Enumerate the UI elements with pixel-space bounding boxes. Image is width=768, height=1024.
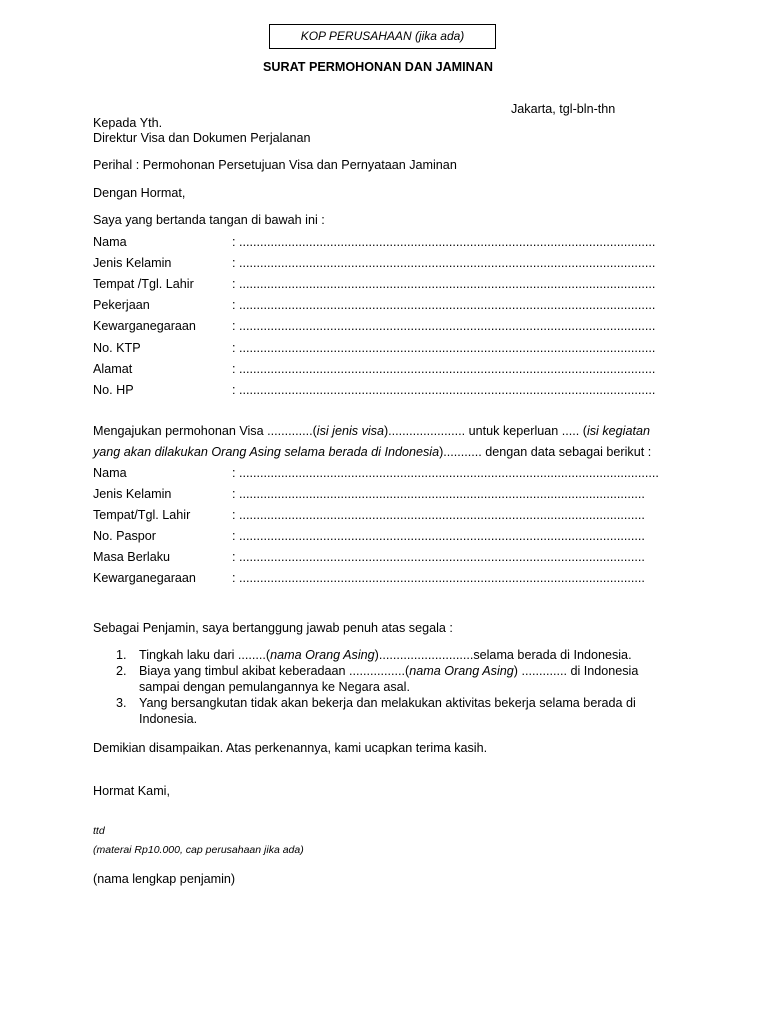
- closing-statement: Demikian disampaikan. Atas perkenannya, kami ucapkan terima kasih.: [93, 741, 488, 755]
- field-label: No. KTP: [93, 341, 141, 355]
- subject-line: Perihal : Permohonan Persetujuan Visa dan Pernyataan Jaminan: [93, 158, 457, 172]
- signature-ttd: ttd: [93, 825, 105, 837]
- intro-statement: Saya yang bertanda tangan di bawah ini :: [93, 213, 325, 227]
- field-label: Alamat: [93, 362, 133, 376]
- guarantor-intro: Sebagai Penjamin, saya bertanggung jawab penuh atas segala :: [93, 621, 453, 635]
- list-item-continuation: Indonesia.: [139, 712, 198, 726]
- list-item-italic: nama Orang Asing: [409, 664, 514, 678]
- field-label: No. Paspor: [93, 529, 156, 543]
- request-text: )...................... untuk keperluan ..... (: [383, 424, 587, 438]
- signer-name: (nama lengkap penjamin): [93, 872, 236, 886]
- list-item-text: Tingkah laku dari ........(: [139, 648, 271, 662]
- field-label: Tempat /Tgl. Lahir: [93, 277, 194, 291]
- field-value: : ....................................................................................................................: [232, 508, 645, 522]
- list-item-text: Biaya yang timbul akibat keberadaan ................(: [139, 664, 410, 678]
- list-number: 2.: [116, 664, 127, 678]
- stamp-note: (materai Rp10.000, cap perusahaan jika ada): [93, 844, 304, 856]
- company-letterhead-box: KOP PERUSAHAAN (jika ada): [269, 24, 496, 49]
- list-item-text: ) ............. di Indonesia: [513, 664, 639, 678]
- request-line1: [93, 424, 650, 438]
- regards: Hormat Kami,: [93, 784, 170, 798]
- list-item-continuation: sampai dengan pemulangannya ke Negara asal.: [139, 680, 410, 694]
- list-item: [139, 696, 636, 710]
- field-value: : ....................................................................................................................: [232, 487, 645, 501]
- field-value: : ....................................................................................................................: [232, 571, 645, 585]
- field-label: Nama: [93, 466, 127, 480]
- field-value: : ....................................................................................................................: [232, 550, 645, 564]
- document-title: SURAT PERMOHONAN DAN JAMINAN: [263, 60, 493, 74]
- request-activity: isi kegiatan: [586, 424, 650, 438]
- field-value: : .......................................................................................................................: [232, 383, 656, 397]
- field-label: Nama: [93, 235, 127, 249]
- list-item: [139, 648, 632, 662]
- list-item-text: )...........................selama berada di Indonesia.: [374, 648, 632, 662]
- request-line2: [93, 445, 651, 459]
- field-label: Masa Berlaku: [93, 550, 170, 564]
- field-value: : .......................................................................................................................: [232, 256, 656, 270]
- addressee-line1: Kepada Yth.: [93, 116, 163, 130]
- field-value: : .......................................................................................................................: [232, 341, 656, 355]
- field-label: Jenis Kelamin: [93, 256, 172, 270]
- field-value: : ........................................................................................................................: [232, 466, 659, 480]
- list-number: 1.: [116, 648, 127, 662]
- field-label: Kewarganegaraan: [93, 319, 196, 333]
- list-item: [139, 664, 638, 678]
- list-item-italic: nama Orang Asing: [270, 648, 375, 662]
- field-value: : .......................................................................................................................: [232, 362, 656, 376]
- field-label: Kewarganegaraan: [93, 571, 196, 585]
- field-value: : .......................................................................................................................: [232, 298, 656, 312]
- addressee-line2: Direktur Visa dan Dokumen Perjalanan: [93, 131, 311, 145]
- field-label: Tempat/Tgl. Lahir: [93, 508, 191, 522]
- field-label: Pekerjaan: [93, 298, 150, 312]
- list-number: 3.: [116, 696, 127, 710]
- place-date: Jakarta, tgl-bln-thn: [511, 102, 616, 116]
- list-item-text: Yang bersangkutan tidak akan bekerja dan melakukan aktivitas bekerja selama berada di: [139, 696, 636, 710]
- request-text: Mengajukan permohonan Visa .............(: [93, 424, 317, 438]
- field-label: No. HP: [93, 383, 134, 397]
- request-text: )........... dengan data sebagai berikut :: [439, 445, 652, 459]
- field-value: : .......................................................................................................................: [232, 277, 656, 291]
- field-value: : .......................................................................................................................: [232, 319, 656, 333]
- field-value: : ....................................................................................................................: [232, 529, 645, 543]
- greeting: Dengan Hormat,: [93, 186, 186, 200]
- field-label: Jenis Kelamin: [93, 487, 172, 501]
- request-visa-type: isi jenis visa: [316, 424, 384, 438]
- field-value: : .......................................................................................................................: [232, 235, 656, 249]
- request-activity-cont: yang akan dilakukan Orang Asing selama berada di Indonesia: [93, 445, 440, 459]
